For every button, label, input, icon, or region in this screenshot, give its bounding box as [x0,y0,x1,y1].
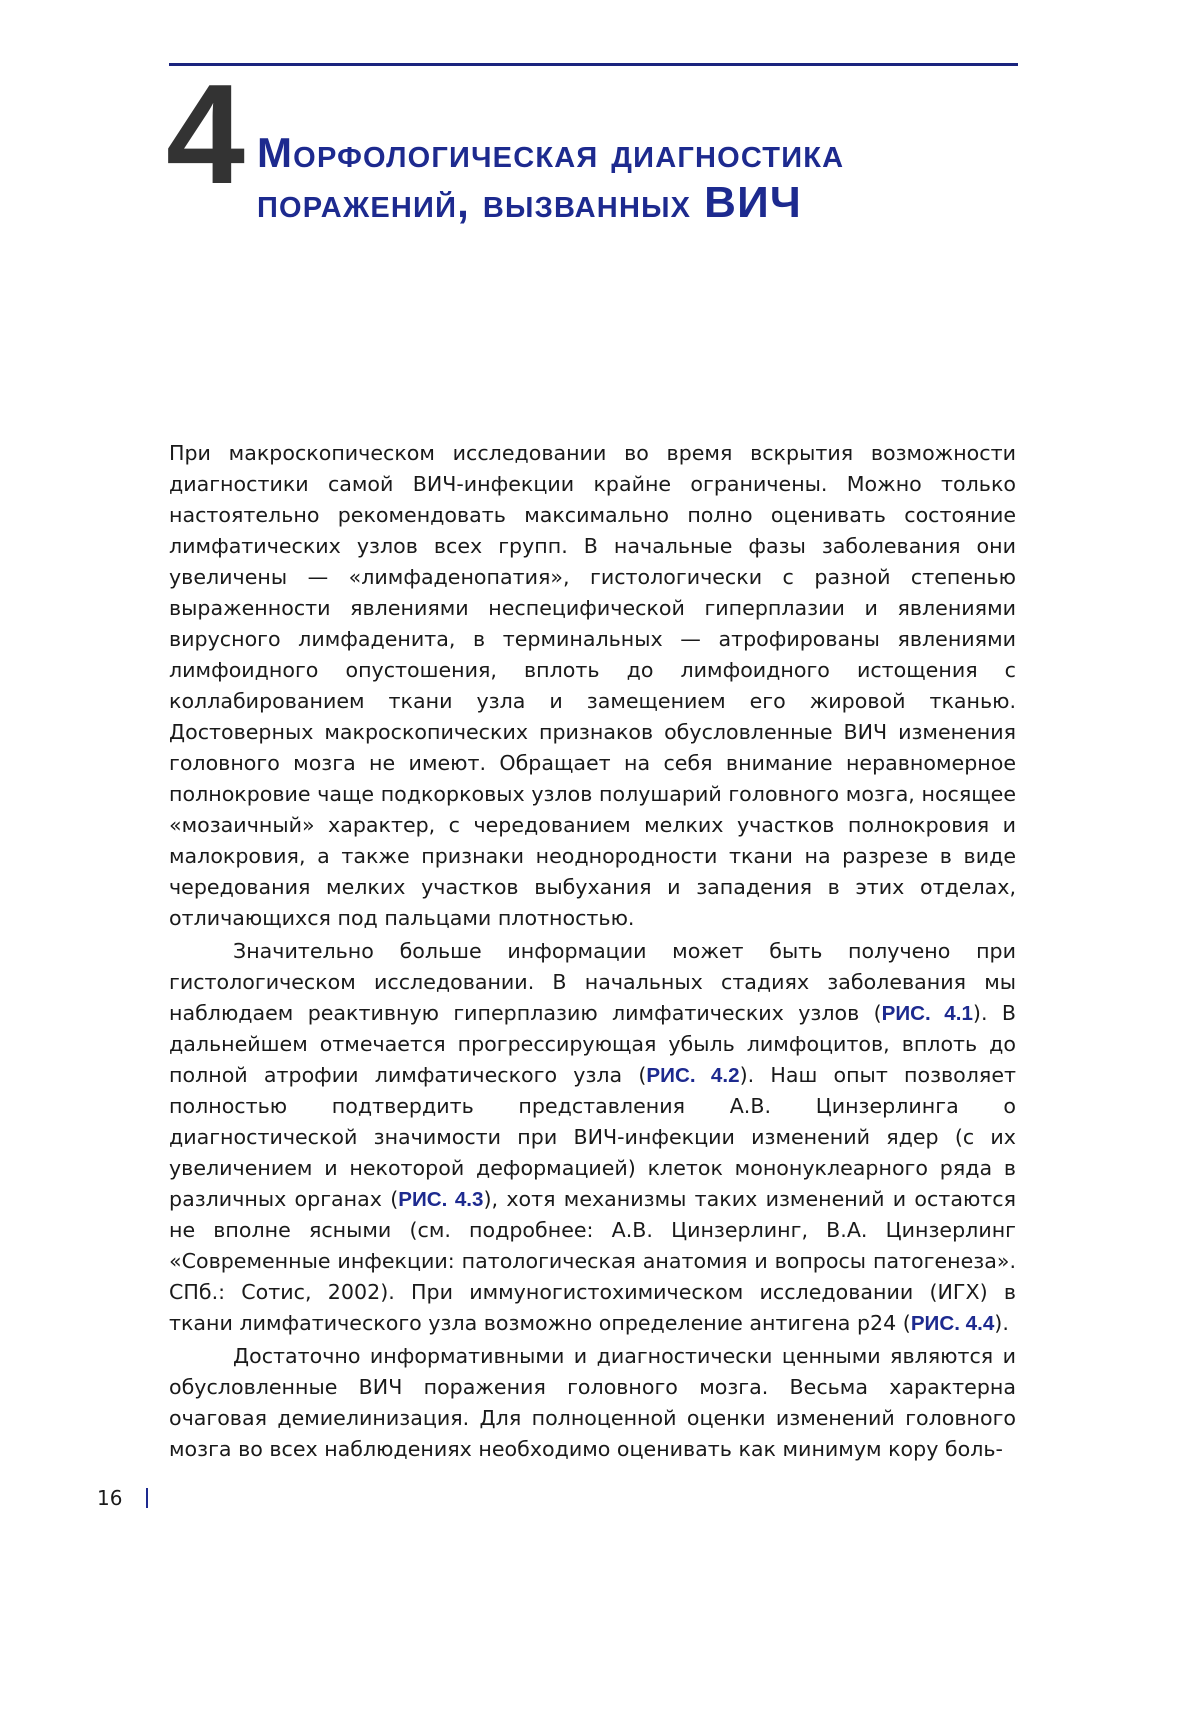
paragraph-2-text-a: Значительно больше информации может быть получено при гистологическом исследовании. В начальных стадиях заболевания мы наблюдаем реактивную гиперплазию лимфатических узлов ( [169,939,1016,1025]
paragraph-2-text-e: ). [994,1311,1009,1335]
header-rule [169,63,1018,66]
page-number-divider [146,1488,148,1508]
chapter-title [257,128,844,228]
paragraph-3: Достаточно информативными и диагностически ценными являются и обусловленные ВИЧ поражения головного мозга. Весьма характерна очаговая демиелинизация. Для полноценной оценки изменений головного мозга во всех наблюдениях необходимо оценивать как минимум кору боль- [169,1344,1016,1461]
figure-ref-4-2[interactable]: РИС. 4.2 [646,1064,740,1087]
paragraph-1: При макроскопическом исследовании во время вскрытия возможности диагностики самой ВИЧ-инфекции крайне ограничены. Можно только настоятельно рекомендовать максимально полно оценивать состояние лимфатических узлов всех групп. В начальные фазы заболевания они увеличены — «лимфаденопатия», гистологически с разной степенью выраженности явлениями неспецифической гиперплазии и явлениями вирусного лимфаденита, в терминальных — атрофированы явлениями лимфоидного опустошения, вплоть до лимфоидного истощения с коллабированием ткани узла и замещением его жировой тканью. Достоверных макроскопических признаков обусловленные ВИЧ изменения головного мозга не имеют. Обращает на себя внимание неравномерное полнокровие чаще подкорковых узлов полушарий головного мозга, носящее «мозаичный» характер, с чередованием мелких участков полнокровия и малокровия, а также признаки неоднородности ткани на разрезе в виде чередования мелких участков выбухания и западения в этих отделах, отличающихся под пальцами плотностью. [169,441,1016,930]
paragraph-2-text-b: ). В дальнейшем отмечается прогрессирующая убыль лимфоцитов, вплоть до полной атрофии лимфатического узла ( [169,1001,1016,1087]
figure-ref-4-1[interactable]: РИС. 4.1 [881,1002,973,1025]
chapter-title-hiv: ВИЧ [704,178,803,227]
figure-ref-4-4[interactable]: РИС. 4.4 [910,1312,995,1335]
figure-ref-4-3[interactable]: РИС. 4.3 [398,1188,484,1211]
page-number: 16 [97,1486,123,1510]
paragraph-2-text-d: ), хотя механизмы таких изменений и остаются не вполне ясными (см. подробнее: А.В. Цинзерлинг, В.А. Цинзерлинг «Современные инфекции: патологическая анатомия и вопросы патогенеза». СПб.: Сотис, 2002). При иммуногистохимическом исследовании (ИГХ) в ткани лимфатического узла возможно определение антигена р24 ( [169,1187,1016,1335]
paragraph-2-text-c: ). Наш опыт позволяет полностью подтвердить представления А.В. Цинзерлинга о диагностической значимости при ВИЧ-инфекции изменений ядер (с их увеличением и некоторой деформацией) клеток мононуклеарного ряда в различных органах ( [169,1063,1016,1211]
body-text [169,438,1016,1465]
chapter-title-line-2-start: поражений, вызванных [257,179,692,226]
chapter-title-line-2 [257,178,844,228]
chapter-number: 4 [166,55,241,214]
paragraph-2 [169,936,1016,1339]
chapter-title-line-1: Морфологическая диагностика [257,129,845,176]
